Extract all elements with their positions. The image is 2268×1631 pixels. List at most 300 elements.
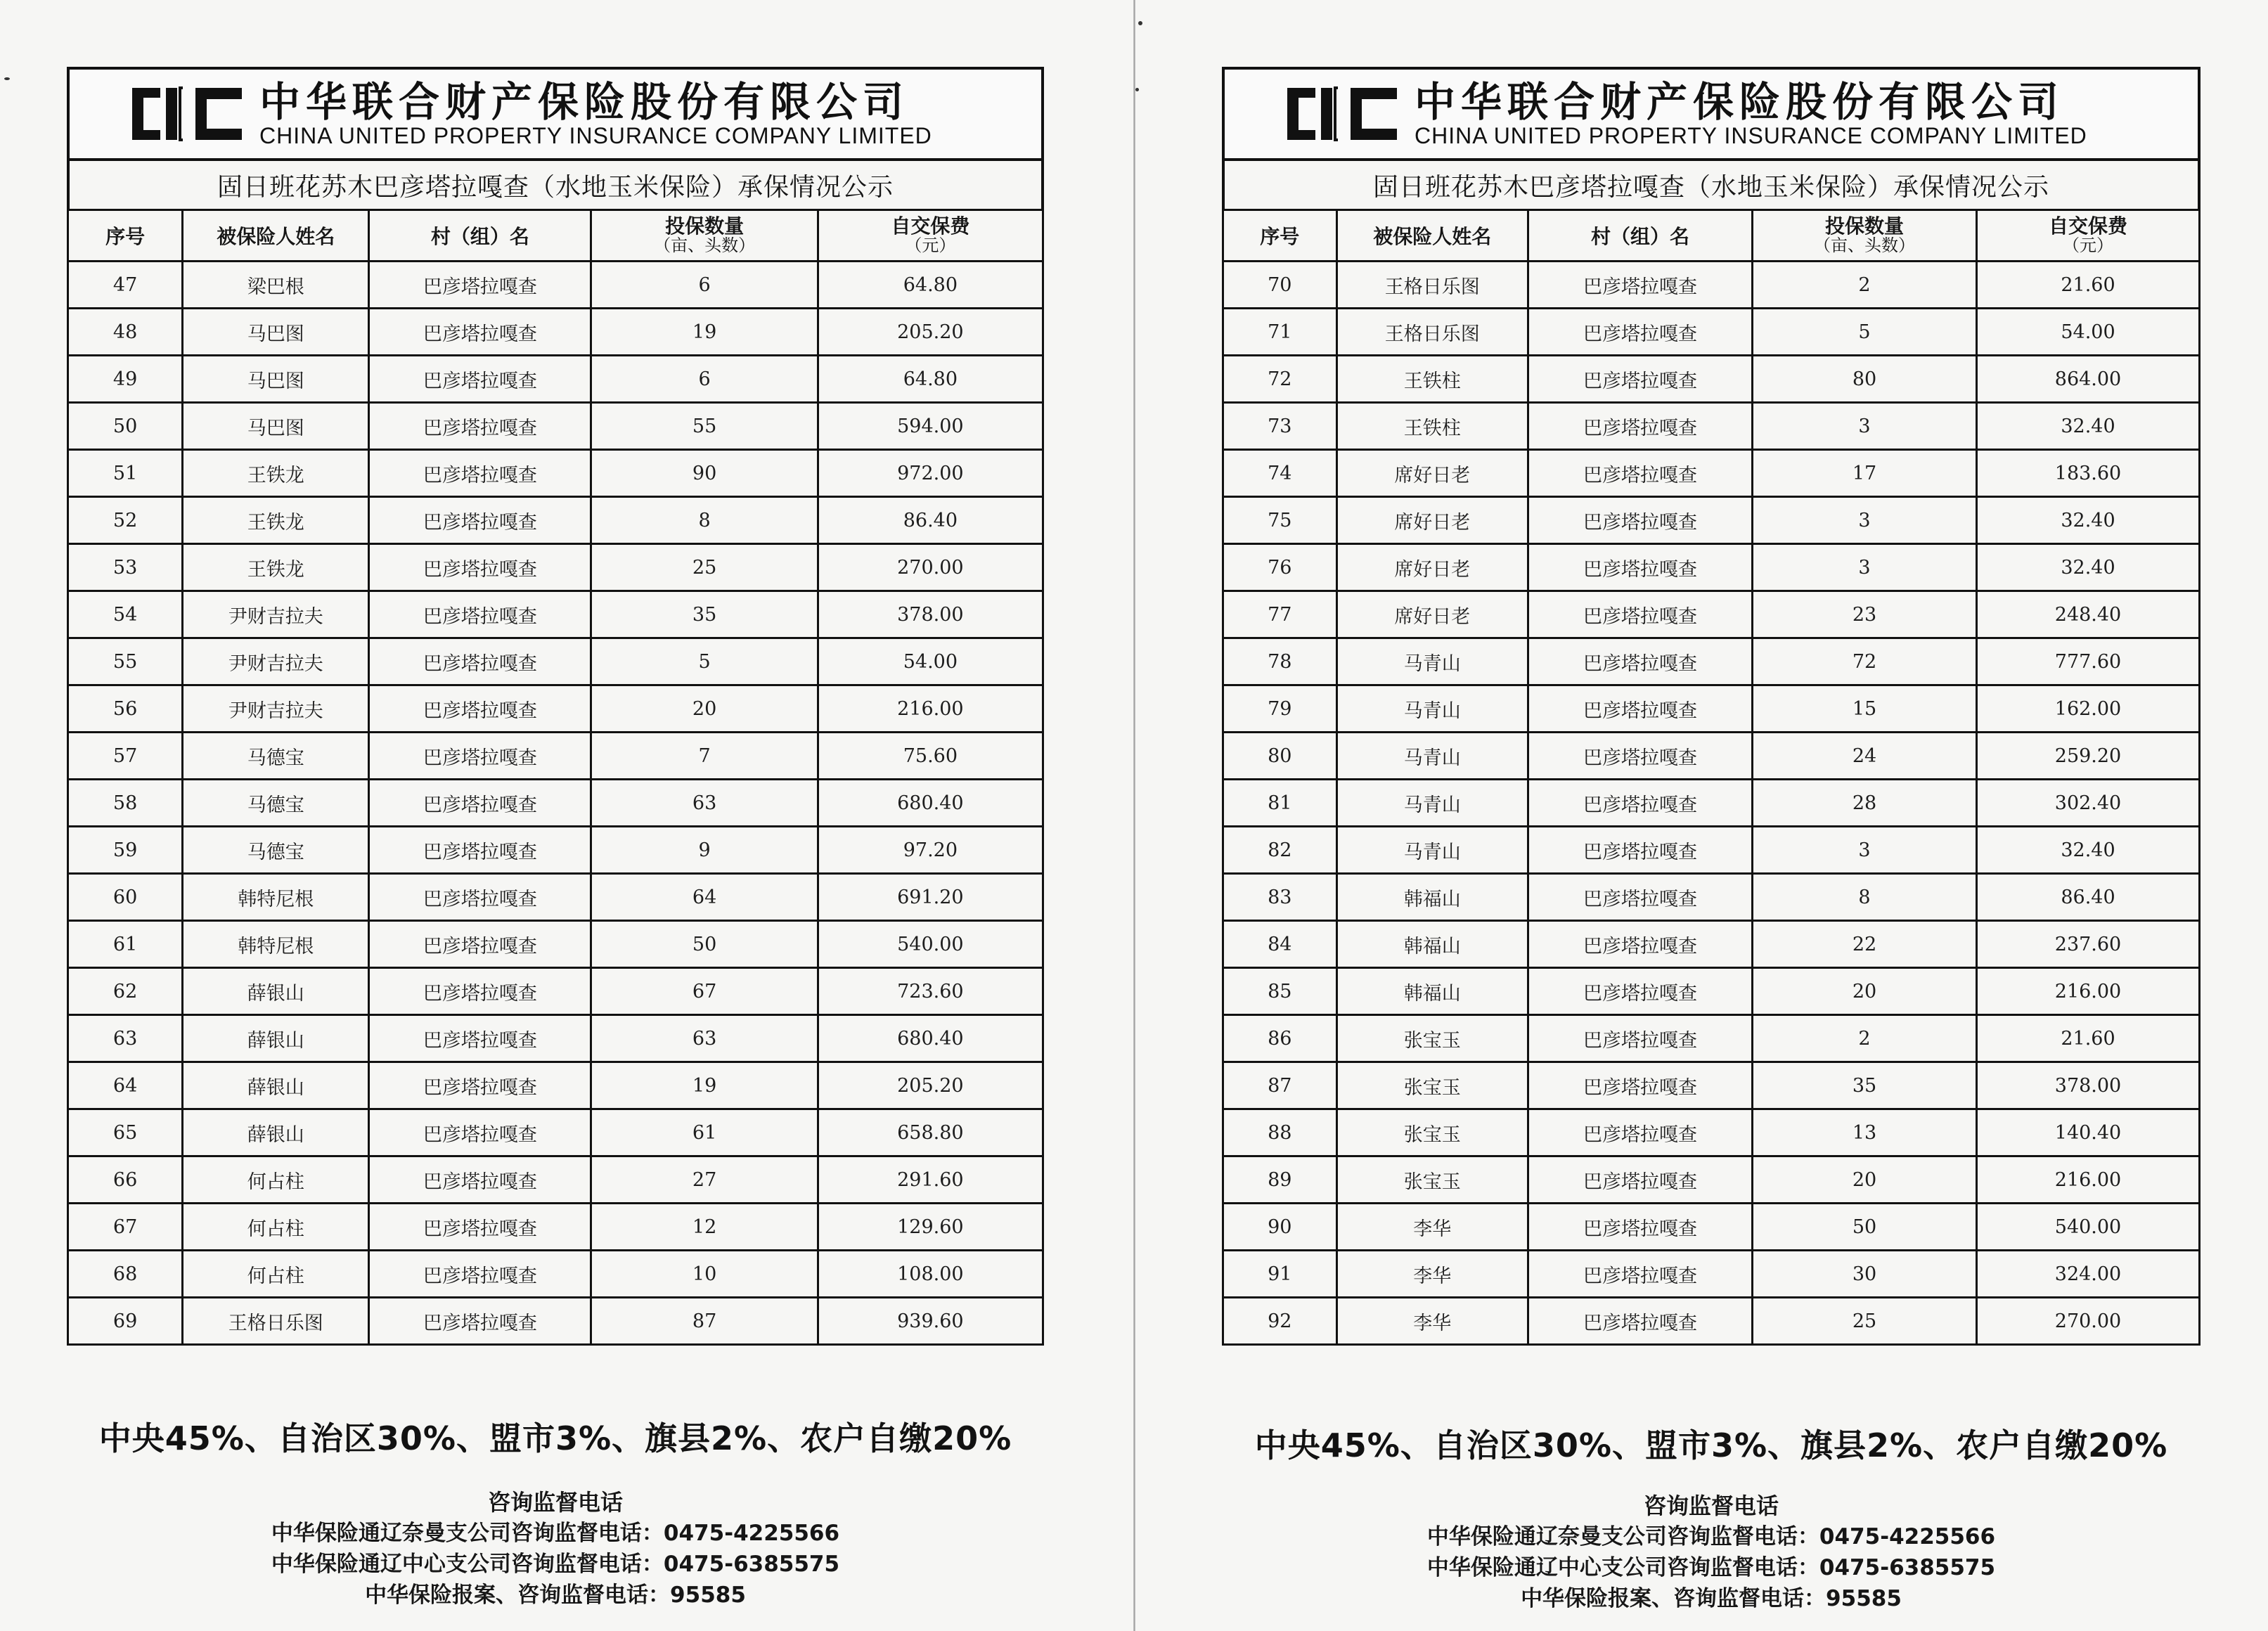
cell-premium: 54.00 bbox=[1977, 309, 2200, 356]
cell-seq: 72 bbox=[1223, 356, 1337, 403]
cell-village: 巴彦塔拉嘎查 bbox=[1528, 262, 1753, 309]
cell-quantity: 3 bbox=[1753, 403, 1977, 450]
cell-quantity: 25 bbox=[1753, 1298, 1977, 1345]
contact-title: 咨询监督电话 bbox=[487, 1489, 623, 1516]
cell-premium: 54.00 bbox=[818, 638, 1043, 685]
cell-quantity: 20 bbox=[1753, 1156, 1977, 1204]
table-row bbox=[1223, 356, 2200, 403]
cell-seq: 91 bbox=[1223, 1251, 1337, 1298]
cell-insured-name: 韩特尼根 bbox=[183, 921, 369, 968]
cell-village: 巴彦塔拉嘎查 bbox=[1528, 591, 1753, 638]
cell-quantity: 61 bbox=[591, 1109, 818, 1156]
notice-sheet-left bbox=[67, 67, 1044, 1346]
cell-seq: 57 bbox=[68, 733, 183, 780]
table-row bbox=[68, 1062, 1043, 1109]
cell-seq: 82 bbox=[1223, 827, 1337, 874]
cell-seq: 85 bbox=[1223, 968, 1337, 1015]
cell-village: 巴彦塔拉嘎查 bbox=[1528, 1062, 1753, 1109]
col-header-seq: 序号 bbox=[1223, 210, 1337, 262]
table-row bbox=[1223, 1109, 2200, 1156]
cell-quantity: 13 bbox=[1753, 1109, 1977, 1156]
table-row bbox=[68, 1156, 1043, 1204]
cell-premium: 270.00 bbox=[1977, 1298, 2200, 1345]
cell-premium: 205.20 bbox=[818, 309, 1043, 356]
cell-seq: 56 bbox=[68, 685, 183, 733]
table-row bbox=[68, 921, 1043, 968]
contact-block bbox=[1222, 1490, 2201, 1614]
cell-village: 巴彦塔拉嘎查 bbox=[369, 356, 591, 403]
cell-seq: 77 bbox=[1223, 591, 1337, 638]
cell-quantity: 25 bbox=[591, 544, 818, 591]
cell-village: 巴彦塔拉嘎查 bbox=[369, 1298, 591, 1345]
cell-village: 巴彦塔拉嘎查 bbox=[369, 309, 591, 356]
cell-premium: 216.00 bbox=[1977, 968, 2200, 1015]
cell-village: 巴彦塔拉嘎查 bbox=[1528, 1015, 1753, 1062]
cell-quantity: 3 bbox=[1753, 497, 1977, 544]
col-header-qty-line2: （亩、头数） bbox=[1814, 236, 1916, 255]
cell-insured-name: 韩福山 bbox=[1336, 921, 1528, 968]
cell-village: 巴彦塔拉嘎查 bbox=[1528, 921, 1753, 968]
table-header-row bbox=[68, 210, 1043, 262]
table-row bbox=[1223, 1298, 2200, 1345]
cell-quantity: 63 bbox=[591, 780, 818, 827]
cell-premium: 378.00 bbox=[1977, 1062, 2200, 1109]
contact-line-2: 中华保险通辽中心支公司咨询监督电话：0475-6385575 bbox=[1426, 1555, 1996, 1580]
contact-block bbox=[67, 1487, 1044, 1611]
cell-seq: 80 bbox=[1223, 733, 1337, 780]
company-name-cn: 中华联合财产保险股份有限公司 bbox=[259, 78, 910, 126]
cell-quantity: 27 bbox=[591, 1156, 818, 1204]
table-row bbox=[68, 544, 1043, 591]
cell-seq: 64 bbox=[68, 1062, 183, 1109]
cell-seq: 83 bbox=[1223, 874, 1337, 921]
cell-insured-name: 席好日老 bbox=[1336, 450, 1528, 497]
cell-premium: 86.40 bbox=[1977, 874, 2200, 921]
cell-seq: 60 bbox=[68, 874, 183, 921]
table-row bbox=[68, 591, 1043, 638]
cell-seq: 76 bbox=[1223, 544, 1337, 591]
table-row bbox=[68, 1015, 1043, 1062]
cell-premium: 680.40 bbox=[818, 1015, 1043, 1062]
cell-seq: 92 bbox=[1223, 1298, 1337, 1345]
table-row bbox=[1223, 1062, 2200, 1109]
cell-quantity: 2 bbox=[1753, 1015, 1977, 1062]
cell-quantity: 20 bbox=[591, 685, 818, 733]
cell-village: 巴彦塔拉嘎查 bbox=[1528, 733, 1753, 780]
cell-seq: 49 bbox=[68, 356, 183, 403]
cell-seq: 67 bbox=[68, 1204, 183, 1251]
cell-insured-name: 马青山 bbox=[1336, 638, 1528, 685]
cell-quantity: 23 bbox=[1753, 591, 1977, 638]
cell-village: 巴彦塔拉嘎查 bbox=[369, 1109, 591, 1156]
cell-village: 巴彦塔拉嘎查 bbox=[1528, 450, 1753, 497]
company-header bbox=[1222, 67, 2201, 158]
cell-seq: 52 bbox=[68, 497, 183, 544]
cell-insured-name: 马青山 bbox=[1336, 733, 1528, 780]
cell-premium: 32.40 bbox=[1977, 403, 2200, 450]
col-header-seq: 序号 bbox=[68, 210, 183, 262]
cell-quantity: 10 bbox=[591, 1251, 818, 1298]
col-header-fee-line1: 自交保费 bbox=[2049, 214, 2128, 238]
cell-premium: 75.60 bbox=[818, 733, 1043, 780]
cell-seq: 51 bbox=[68, 450, 183, 497]
cell-seq: 58 bbox=[68, 780, 183, 827]
cell-insured-name: 何占柱 bbox=[183, 1251, 369, 1298]
cell-village: 巴彦塔拉嘎查 bbox=[1528, 827, 1753, 874]
contact-line-3: 中华保险报案、咨询监督电话：95585 bbox=[365, 1582, 746, 1608]
table-row bbox=[1223, 403, 2200, 450]
table-row bbox=[1223, 968, 2200, 1015]
cell-premium: 205.20 bbox=[818, 1062, 1043, 1109]
cell-premium: 658.80 bbox=[818, 1109, 1043, 1156]
col-header-qty bbox=[591, 210, 818, 262]
contact-line-2: 中华保险通辽中心支公司咨询监督电话：0475-6385575 bbox=[271, 1552, 840, 1577]
cell-premium: 21.60 bbox=[1977, 1015, 2200, 1062]
cell-premium: 248.40 bbox=[1977, 591, 2200, 638]
subsidy-note: 中央45%、自治区30%、盟市3%、旗县2%、农户自缴20% bbox=[1254, 1426, 2168, 1464]
table-row bbox=[68, 356, 1043, 403]
cell-insured-name: 李华 bbox=[1336, 1298, 1528, 1345]
cell-village: 巴彦塔拉嘎查 bbox=[1528, 1298, 1753, 1345]
cell-insured-name: 王铁柱 bbox=[1336, 356, 1528, 403]
cell-quantity: 3 bbox=[1753, 827, 1977, 874]
cell-village: 巴彦塔拉嘎查 bbox=[369, 780, 591, 827]
col-header-qty-line1: 投保数量 bbox=[665, 214, 745, 238]
cell-insured-name: 马巴图 bbox=[183, 356, 369, 403]
cell-premium: 21.60 bbox=[1977, 262, 2200, 309]
cell-village: 巴彦塔拉嘎查 bbox=[369, 1015, 591, 1062]
cell-premium: 32.40 bbox=[1977, 544, 2200, 591]
table-row bbox=[68, 403, 1043, 450]
cell-village: 巴彦塔拉嘎查 bbox=[369, 450, 591, 497]
cell-village: 巴彦塔拉嘎查 bbox=[369, 1204, 591, 1251]
cell-village: 巴彦塔拉嘎查 bbox=[1528, 685, 1753, 733]
cell-village: 巴彦塔拉嘎查 bbox=[369, 497, 591, 544]
col-header-fee bbox=[1977, 210, 2200, 262]
cell-insured-name: 王格日乐图 bbox=[183, 1298, 369, 1345]
cell-premium: 691.20 bbox=[818, 874, 1043, 921]
cell-premium: 183.60 bbox=[1977, 450, 2200, 497]
cell-insured-name: 梁巴根 bbox=[183, 262, 369, 309]
cell-seq: 59 bbox=[68, 827, 183, 874]
cell-premium: 64.80 bbox=[818, 262, 1043, 309]
cell-seq: 65 bbox=[68, 1109, 183, 1156]
cell-premium: 97.20 bbox=[818, 827, 1043, 874]
cell-seq: 69 bbox=[68, 1298, 183, 1345]
table-row bbox=[68, 497, 1043, 544]
cell-village: 巴彦塔拉嘎查 bbox=[1528, 780, 1753, 827]
cell-premium: 540.00 bbox=[818, 921, 1043, 968]
cell-quantity: 15 bbox=[1753, 685, 1977, 733]
cell-quantity: 80 bbox=[1753, 356, 1977, 403]
notice-title: 固日班花苏木巴彦塔拉嘎查（水地玉米保险）承保情况公示 bbox=[1222, 158, 2201, 209]
table-row bbox=[68, 1298, 1043, 1345]
table-row bbox=[68, 968, 1043, 1015]
cell-premium: 216.00 bbox=[1977, 1156, 2200, 1204]
cell-quantity: 35 bbox=[591, 591, 818, 638]
scan-speck bbox=[1135, 88, 1139, 91]
cell-insured-name: 韩特尼根 bbox=[183, 874, 369, 921]
table-row bbox=[1223, 450, 2200, 497]
cell-insured-name: 马巴图 bbox=[183, 309, 369, 356]
cell-premium: 777.60 bbox=[1977, 638, 2200, 685]
table-row bbox=[68, 1109, 1043, 1156]
table-body-left bbox=[68, 262, 1043, 1345]
table-row bbox=[1223, 544, 2200, 591]
table-row bbox=[68, 309, 1043, 356]
cell-village: 巴彦塔拉嘎查 bbox=[369, 591, 591, 638]
cell-village: 巴彦塔拉嘎查 bbox=[369, 262, 591, 309]
company-name-cn: 中华联合财产保险股份有限公司 bbox=[1415, 78, 2065, 126]
contact-title: 咨询监督电话 bbox=[1643, 1493, 1779, 1519]
cell-insured-name: 薛银山 bbox=[183, 968, 369, 1015]
cell-quantity: 90 bbox=[591, 450, 818, 497]
company-header bbox=[67, 67, 1044, 158]
cell-premium: 972.00 bbox=[818, 450, 1043, 497]
company-name-en: CHINA UNITED PROPERTY INSURANCE COMPANY LIMITED bbox=[259, 123, 932, 148]
contact-line-1: 中华保险通辽奈曼支公司咨询监督电话：0475-4225566 bbox=[271, 1521, 840, 1546]
cell-insured-name: 薛银山 bbox=[183, 1015, 369, 1062]
cell-insured-name: 席好日老 bbox=[1336, 497, 1528, 544]
cell-seq: 88 bbox=[1223, 1109, 1337, 1156]
cell-village: 巴彦塔拉嘎查 bbox=[369, 1251, 591, 1298]
table-row bbox=[1223, 309, 2200, 356]
cell-quantity: 3 bbox=[1753, 544, 1977, 591]
cell-village: 巴彦塔拉嘎查 bbox=[369, 544, 591, 591]
table-row bbox=[68, 780, 1043, 827]
table-row bbox=[1223, 262, 2200, 309]
cell-seq: 66 bbox=[68, 1156, 183, 1204]
cell-insured-name: 韩福山 bbox=[1336, 968, 1528, 1015]
cell-quantity: 8 bbox=[591, 497, 818, 544]
cell-insured-name: 韩福山 bbox=[1336, 874, 1528, 921]
cell-seq: 79 bbox=[1223, 685, 1337, 733]
cell-seq: 48 bbox=[68, 309, 183, 356]
cell-premium: 302.40 bbox=[1977, 780, 2200, 827]
cic-logo-icon bbox=[119, 79, 252, 149]
cell-quantity: 6 bbox=[591, 356, 818, 403]
cell-quantity: 5 bbox=[591, 638, 818, 685]
cell-quantity: 63 bbox=[591, 1015, 818, 1062]
cell-insured-name: 李华 bbox=[1336, 1251, 1528, 1298]
cell-insured-name: 何占柱 bbox=[183, 1204, 369, 1251]
cell-quantity: 72 bbox=[1753, 638, 1977, 685]
cell-insured-name: 王铁龙 bbox=[183, 450, 369, 497]
cell-premium: 723.60 bbox=[818, 968, 1043, 1015]
cell-insured-name: 张宝玉 bbox=[1336, 1156, 1528, 1204]
cell-seq: 68 bbox=[68, 1251, 183, 1298]
cell-insured-name: 马青山 bbox=[1336, 685, 1528, 733]
cell-insured-name: 马青山 bbox=[1336, 780, 1528, 827]
cell-village: 巴彦塔拉嘎查 bbox=[369, 733, 591, 780]
cell-quantity: 5 bbox=[1753, 309, 1977, 356]
right-page bbox=[1134, 0, 2268, 1631]
cell-quantity: 35 bbox=[1753, 1062, 1977, 1109]
cell-insured-name: 张宝玉 bbox=[1336, 1109, 1528, 1156]
table-row bbox=[1223, 1156, 2200, 1204]
cell-insured-name: 马巴图 bbox=[183, 403, 369, 450]
cell-seq: 84 bbox=[1223, 921, 1337, 968]
cell-village: 巴彦塔拉嘎查 bbox=[1528, 638, 1753, 685]
table-body-right bbox=[1223, 262, 2200, 1345]
table-row bbox=[1223, 827, 2200, 874]
table-row bbox=[68, 874, 1043, 921]
cell-insured-name: 李华 bbox=[1336, 1204, 1528, 1251]
subsidy-note: 中央45%、自治区30%、盟市3%、旗县2%、农户自缴20% bbox=[98, 1419, 1012, 1457]
cell-quantity: 12 bbox=[591, 1204, 818, 1251]
insurance-table-right bbox=[1222, 209, 2201, 1346]
table-row bbox=[1223, 921, 2200, 968]
cell-village: 巴彦塔拉嘎查 bbox=[1528, 544, 1753, 591]
cell-insured-name: 席好日老 bbox=[1336, 544, 1528, 591]
cell-quantity: 50 bbox=[591, 921, 818, 968]
cell-premium: 680.40 bbox=[818, 780, 1043, 827]
cell-quantity: 55 bbox=[591, 403, 818, 450]
cell-premium: 378.00 bbox=[818, 591, 1043, 638]
cell-insured-name: 马德宝 bbox=[183, 733, 369, 780]
insurance-table-left bbox=[67, 209, 1044, 1346]
cell-quantity: 8 bbox=[1753, 874, 1977, 921]
cell-village: 巴彦塔拉嘎查 bbox=[369, 968, 591, 1015]
cell-premium: 129.60 bbox=[818, 1204, 1043, 1251]
cell-quantity: 50 bbox=[1753, 1204, 1977, 1251]
cell-seq: 62 bbox=[68, 968, 183, 1015]
cell-village: 巴彦塔拉嘎查 bbox=[369, 827, 591, 874]
cell-seq: 87 bbox=[1223, 1062, 1337, 1109]
table-header-row bbox=[1223, 210, 2200, 262]
table-row bbox=[68, 1251, 1043, 1298]
table-row bbox=[1223, 591, 2200, 638]
cell-village: 巴彦塔拉嘎查 bbox=[369, 403, 591, 450]
cell-village: 巴彦塔拉嘎查 bbox=[1528, 1156, 1753, 1204]
scan-speck bbox=[4, 77, 10, 80]
scan-speck bbox=[1138, 21, 1142, 25]
cell-quantity: 24 bbox=[1753, 733, 1977, 780]
cell-premium: 32.40 bbox=[1977, 497, 2200, 544]
cell-village: 巴彦塔拉嘎查 bbox=[1528, 403, 1753, 450]
table-row bbox=[1223, 1251, 2200, 1298]
cell-village: 巴彦塔拉嘎查 bbox=[1528, 968, 1753, 1015]
cell-insured-name: 张宝玉 bbox=[1336, 1015, 1528, 1062]
col-header-qty bbox=[1753, 210, 1977, 262]
cell-premium: 540.00 bbox=[1977, 1204, 2200, 1251]
table-row bbox=[1223, 780, 2200, 827]
cell-seq: 61 bbox=[68, 921, 183, 968]
table-row bbox=[68, 827, 1043, 874]
cell-premium: 108.00 bbox=[818, 1251, 1043, 1298]
table-row bbox=[1223, 733, 2200, 780]
cell-premium: 259.20 bbox=[1977, 733, 2200, 780]
cell-seq: 74 bbox=[1223, 450, 1337, 497]
notice-title: 固日班花苏木巴彦塔拉嘎查（水地玉米保险）承保情况公示 bbox=[67, 158, 1044, 209]
cell-quantity: 20 bbox=[1753, 968, 1977, 1015]
cell-seq: 47 bbox=[68, 262, 183, 309]
cell-insured-name: 王铁龙 bbox=[183, 497, 369, 544]
cell-premium: 864.00 bbox=[1977, 356, 2200, 403]
cell-quantity: 2 bbox=[1753, 262, 1977, 309]
cell-quantity: 19 bbox=[591, 1062, 818, 1109]
cell-seq: 89 bbox=[1223, 1156, 1337, 1204]
cell-premium: 140.40 bbox=[1977, 1109, 2200, 1156]
table-row bbox=[1223, 685, 2200, 733]
cell-quantity: 28 bbox=[1753, 780, 1977, 827]
table-row bbox=[68, 733, 1043, 780]
cell-quantity: 87 bbox=[591, 1298, 818, 1345]
table-row bbox=[1223, 497, 2200, 544]
cell-quantity: 30 bbox=[1753, 1251, 1977, 1298]
cell-premium: 64.80 bbox=[818, 356, 1043, 403]
cell-village: 巴彦塔拉嘎查 bbox=[1528, 356, 1753, 403]
cell-village: 巴彦塔拉嘎查 bbox=[369, 874, 591, 921]
col-header-name: 被保险人姓名 bbox=[1336, 210, 1528, 262]
table-row bbox=[1223, 1015, 2200, 1062]
cell-premium: 216.00 bbox=[818, 685, 1043, 733]
cell-insured-name: 尹财吉拉夫 bbox=[183, 638, 369, 685]
cell-village: 巴彦塔拉嘎查 bbox=[1528, 497, 1753, 544]
cell-quantity: 22 bbox=[1753, 921, 1977, 968]
col-header-qty-line1: 投保数量 bbox=[1825, 214, 1905, 238]
table-row bbox=[68, 1204, 1043, 1251]
cell-seq: 78 bbox=[1223, 638, 1337, 685]
cell-quantity: 7 bbox=[591, 733, 818, 780]
table-row bbox=[68, 262, 1043, 309]
cell-premium: 270.00 bbox=[818, 544, 1043, 591]
cell-seq: 63 bbox=[68, 1015, 183, 1062]
cell-quantity: 9 bbox=[591, 827, 818, 874]
table-row bbox=[68, 638, 1043, 685]
table-row bbox=[68, 450, 1043, 497]
cell-village: 巴彦塔拉嘎查 bbox=[1528, 1109, 1753, 1156]
company-name-block bbox=[259, 80, 932, 148]
col-header-name: 被保险人姓名 bbox=[183, 210, 369, 262]
cell-insured-name: 王铁龙 bbox=[183, 544, 369, 591]
company-name-block bbox=[1415, 80, 2087, 148]
cell-seq: 86 bbox=[1223, 1015, 1337, 1062]
cell-seq: 75 bbox=[1223, 497, 1337, 544]
table-row bbox=[68, 685, 1043, 733]
cell-seq: 54 bbox=[68, 591, 183, 638]
cell-premium: 324.00 bbox=[1977, 1251, 2200, 1298]
cell-seq: 90 bbox=[1223, 1204, 1337, 1251]
cell-seq: 81 bbox=[1223, 780, 1337, 827]
table-row bbox=[1223, 874, 2200, 921]
cell-premium: 939.60 bbox=[818, 1298, 1043, 1345]
contact-line-1: 中华保险通辽奈曼支公司咨询监督电话：0475-4225566 bbox=[1426, 1524, 1996, 1549]
cell-village: 巴彦塔拉嘎查 bbox=[369, 921, 591, 968]
cell-insured-name: 王格日乐图 bbox=[1336, 309, 1528, 356]
cell-insured-name: 马青山 bbox=[1336, 827, 1528, 874]
cell-premium: 291.60 bbox=[818, 1156, 1043, 1204]
cell-insured-name: 马德宝 bbox=[183, 827, 369, 874]
cell-insured-name: 席好日老 bbox=[1336, 591, 1528, 638]
col-header-village: 村（组）名 bbox=[1528, 210, 1753, 262]
cell-village: 巴彦塔拉嘎查 bbox=[1528, 1251, 1753, 1298]
cell-seq: 55 bbox=[68, 638, 183, 685]
cell-quantity: 67 bbox=[591, 968, 818, 1015]
cell-village: 巴彦塔拉嘎查 bbox=[369, 1062, 591, 1109]
cell-premium: 32.40 bbox=[1977, 827, 2200, 874]
table-row bbox=[1223, 1204, 2200, 1251]
table-row bbox=[1223, 638, 2200, 685]
cell-premium: 594.00 bbox=[818, 403, 1043, 450]
cell-quantity: 6 bbox=[591, 262, 818, 309]
cell-premium: 86.40 bbox=[818, 497, 1043, 544]
cell-quantity: 64 bbox=[591, 874, 818, 921]
company-name-en: CHINA UNITED PROPERTY INSURANCE COMPANY LIMITED bbox=[1415, 123, 2087, 148]
contact-line-3: 中华保险报案、咨询监督电话：95585 bbox=[1521, 1586, 1902, 1611]
cell-quantity: 17 bbox=[1753, 450, 1977, 497]
cell-seq: 50 bbox=[68, 403, 183, 450]
